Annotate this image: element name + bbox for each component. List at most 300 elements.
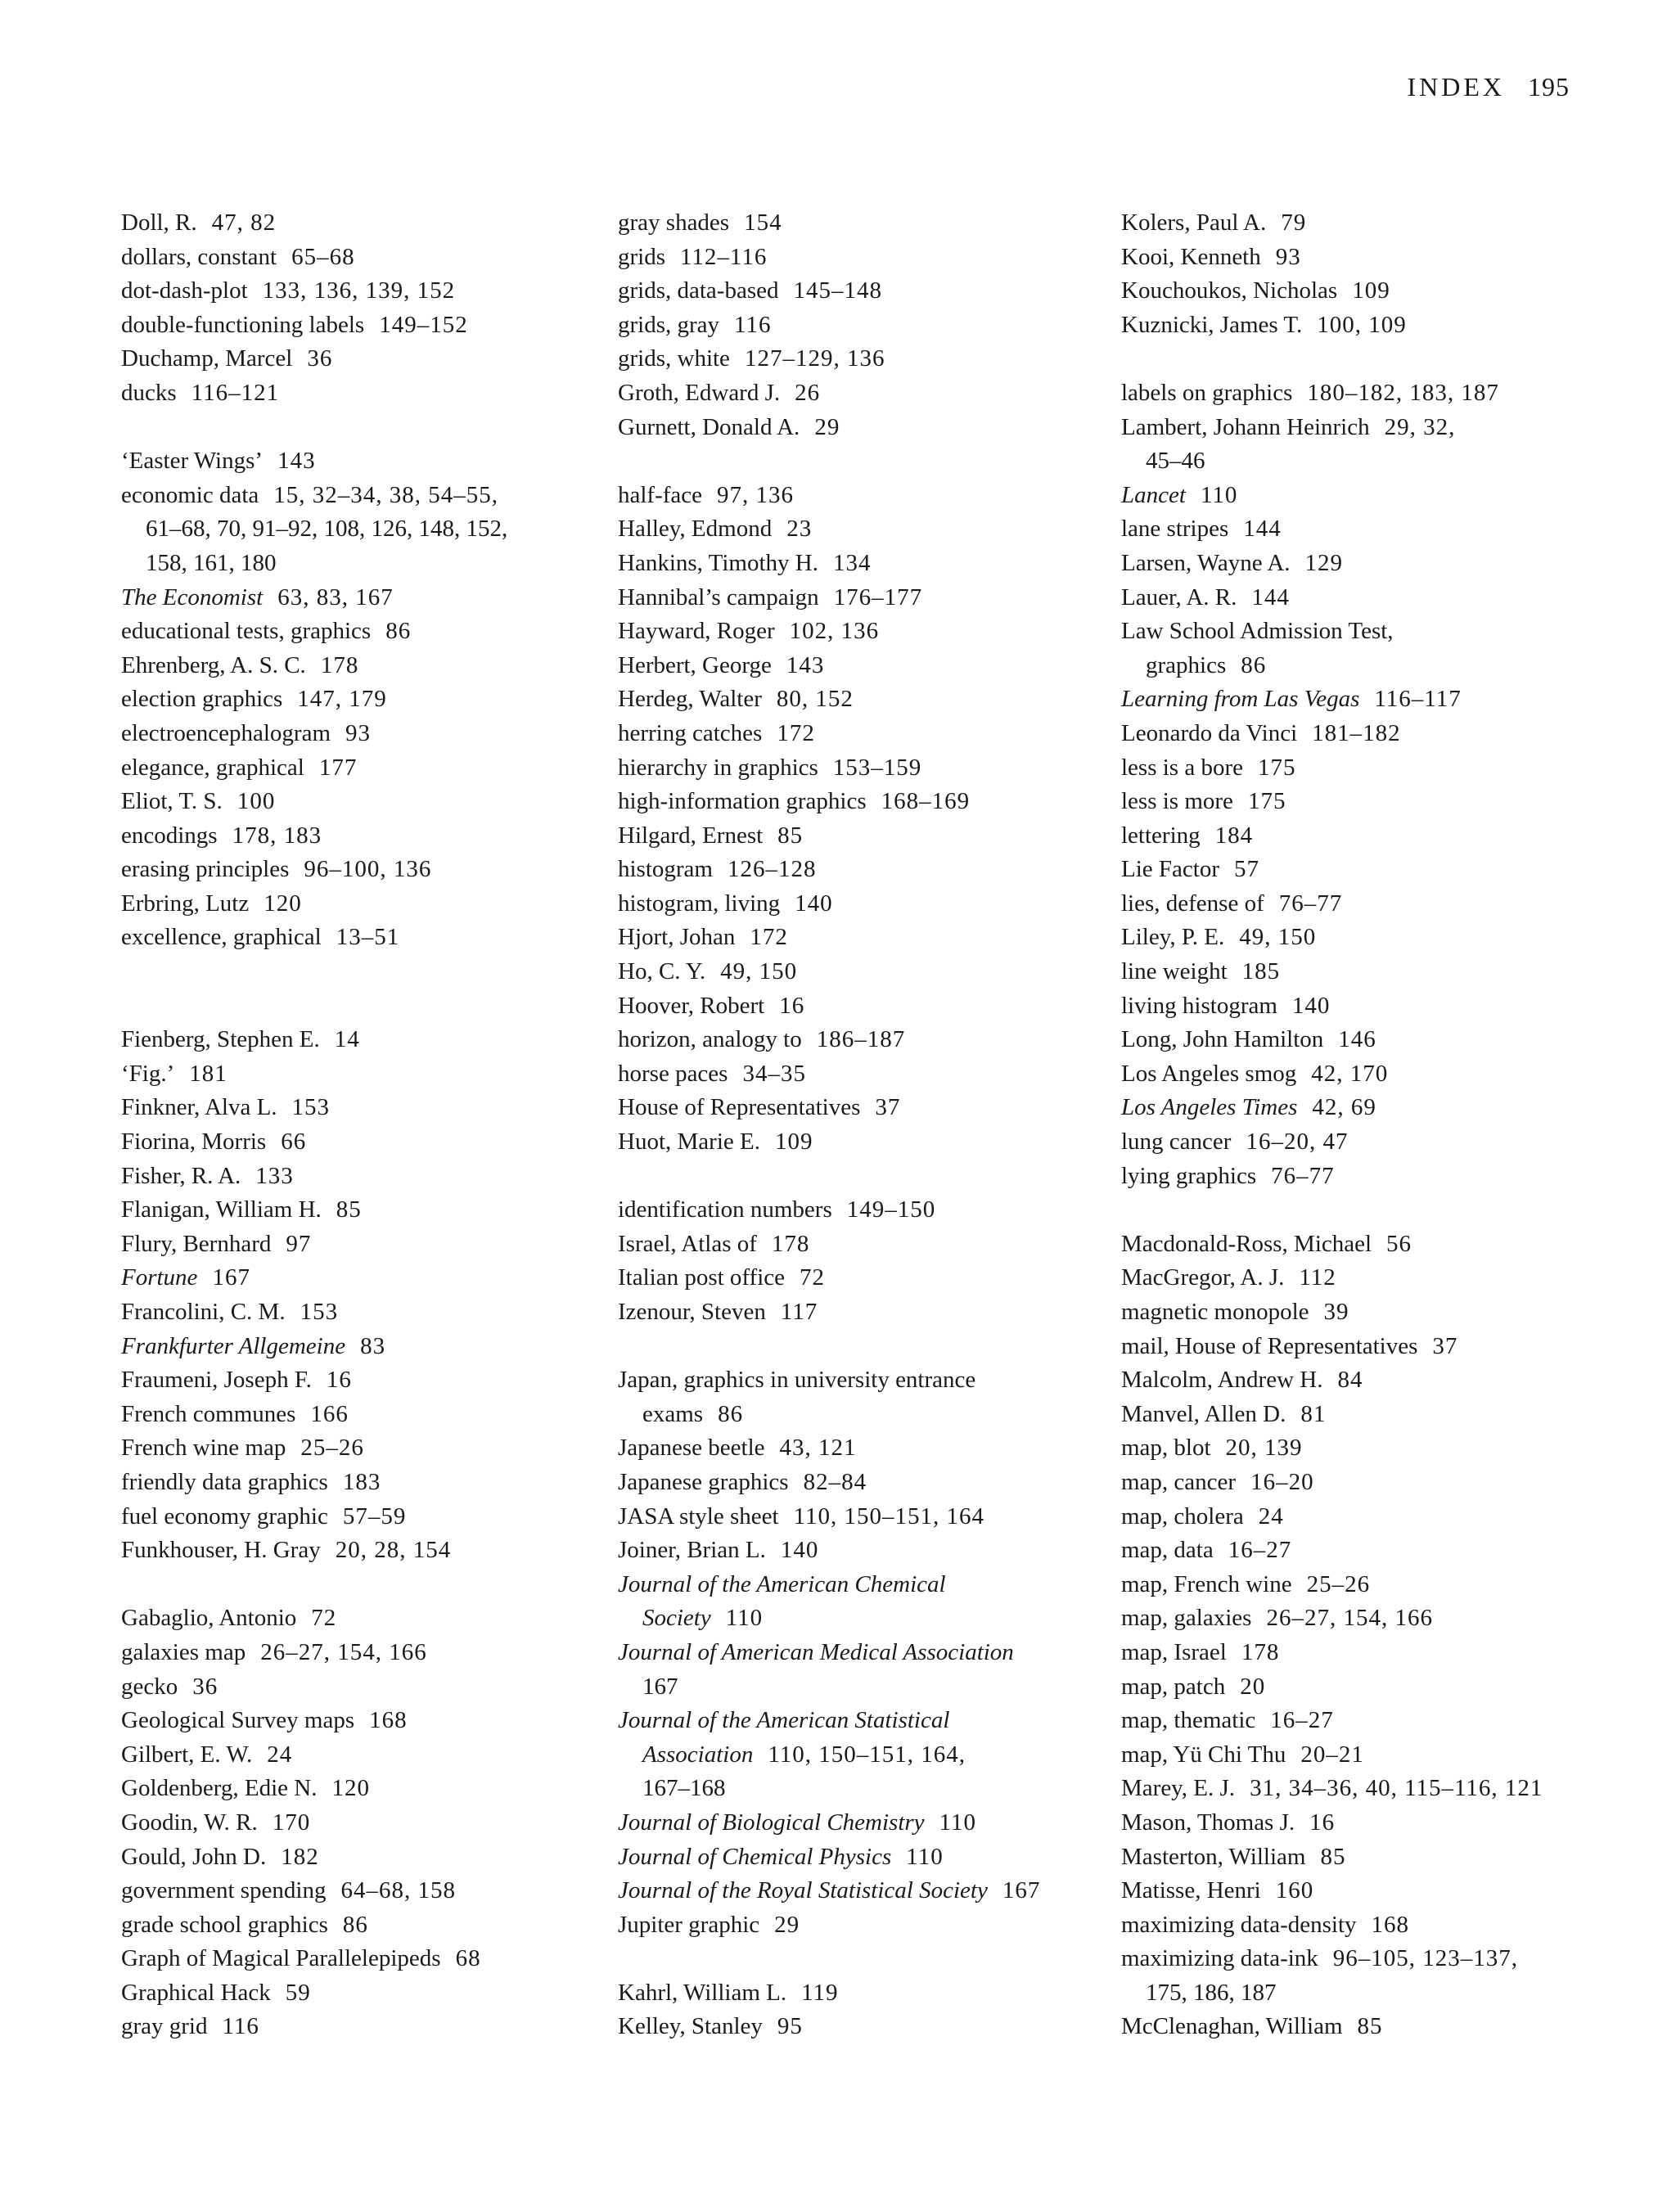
entry-term: electroencephalogram [121,719,331,746]
entry-term: Kooi, Kenneth [1121,243,1261,270]
entry-term: Graphical Hack [121,1979,271,2006]
entry-term: lettering [1121,822,1201,849]
index-entry [121,1431,612,1466]
entry-term: Liley, P. E. [1121,924,1225,951]
entry-pages: 177 [318,754,358,781]
index-entry [1121,1228,1645,1262]
index-entry [1121,512,1645,547]
index-entry [1121,683,1645,717]
index-entry [1121,1772,1645,1806]
entry-term: lane stripes [1121,516,1229,543]
index-entry [1121,1398,1645,1432]
entry-term: half-face [618,481,703,508]
index-entry [618,1840,1109,1875]
entry-pages: 170 [272,1809,311,1836]
entry-term: map, cancer [1121,1468,1237,1495]
entry-term: Eliot, T. S. [121,788,223,815]
index-entry [618,479,1109,513]
index-entry [121,819,612,854]
entry-pages: 116 [222,2013,259,2040]
entry-term: map, galaxies [1121,1605,1252,1632]
entry-term: Journal of Biological Chemistry [618,1809,925,1836]
entry-term: Journal of American Medical Association [618,1638,1014,1665]
entry-term: fuel economy graphic [121,1502,328,1529]
entry-term: educational tests, graphics [121,618,372,645]
entry-term: Francolini, C. M. [121,1299,286,1325]
entry-term: government spending [121,1877,327,1904]
index-entry [1121,1330,1645,1364]
index-entry [618,309,1109,343]
entry-term: galaxies map [121,1638,246,1665]
entry-term: Fisher, R. A. [121,1162,241,1189]
entry-term: labels on graphics [1121,379,1293,406]
index-entry [1121,1057,1645,1092]
entry-term: Masterton, William [1121,1843,1306,1870]
index-entry [1121,411,1645,445]
entry-pages: 37 [875,1094,901,1121]
entry-term: Graph of Magical Parallelepipeds [121,1945,441,1972]
entry-pages: 126–128 [728,856,817,883]
page-number: 195 [1528,72,1570,101]
entry-pages: 72 [800,1264,826,1291]
entry-pages: 65–68 [291,243,355,270]
index-column-1 [121,206,612,2044]
index-entry [618,1568,1109,1602]
index-entry [121,717,612,751]
index-entry [1121,206,1645,241]
entry-pages: 14 [334,1026,360,1053]
index-entry [121,2010,612,2044]
index-entry [1121,1568,1645,1602]
index-entry-continuation [1121,649,1645,683]
entry-pages: 29, 32, [1384,413,1456,440]
index-entry-continuation [618,1772,1109,1806]
index-entry [1121,819,1645,854]
entry-term: Journal of the American Statistical [618,1707,950,1734]
index-entry [121,479,612,513]
entry-term: Herdeg, Walter [618,686,762,713]
entry-pages: 15, 32–34, 38, 54–55, [273,481,499,508]
entry-term: Fienberg, Stephen E. [121,1026,320,1053]
entry-pages: 186–187 [816,1026,906,1053]
index-entry [618,1295,1109,1330]
entry-pages: 34–35 [742,1060,806,1087]
index-entry [1121,887,1645,921]
entry-pages: 29 [814,413,840,440]
entry-term: 45–46 [1146,448,1205,475]
entry-pages: 24 [1258,1502,1284,1529]
section-gap [121,411,612,445]
entry-term: map, French wine [1121,1570,1292,1597]
index-entry [121,853,612,887]
entry-pages: 36 [307,345,333,372]
entry-term: Marey, E. J. [1121,1775,1236,1802]
entry-term: lies, defense of [1121,890,1264,917]
entry-term: Lauer, A. R. [1121,583,1237,610]
entry-term: Society [642,1605,711,1632]
index-entry [618,411,1109,445]
index-entry [121,1500,612,1534]
entry-pages: 85 [336,1196,362,1223]
entry-term: grids [618,243,665,270]
section-gap [618,1330,1109,1364]
index-entry [121,1228,612,1262]
index-entry [618,717,1109,751]
entry-term: histogram [618,856,713,883]
section-gap [1121,1193,1645,1228]
entry-term: mail, House of Representatives [1121,1332,1418,1359]
index-entry [1121,479,1645,513]
index-entry [618,1534,1109,1568]
entry-pages: 175 [1247,788,1286,815]
entry-pages: 119 [801,1979,839,2006]
entry-term: grids, data-based [618,277,779,304]
entry-term: 158, 161, 180 [146,549,277,576]
entry-pages: 63, 83, 167 [277,583,394,610]
index-entry [618,615,1109,649]
index-entry-continuation [618,1670,1109,1705]
entry-term: 175, 186, 187 [1146,1979,1277,2006]
entry-pages: 172 [750,924,788,951]
index-entry [618,785,1109,819]
index-entry [121,444,612,479]
index-entry [1121,1160,1645,1194]
index-entry [618,2010,1109,2044]
entry-term: Groth, Edward J. [618,379,781,406]
entry-term: map, data [1121,1537,1214,1564]
entry-pages: 168 [369,1707,408,1734]
entry-term: map, thematic [1121,1707,1256,1734]
entry-pages: 144 [1251,583,1290,610]
index-entry [1121,1091,1645,1125]
entry-pages: 86 [342,1911,368,1938]
index-entry [121,1670,612,1705]
index-entry [121,1125,612,1160]
entry-term: Ho, C. Y. [618,958,706,985]
entry-pages: 178, 183 [232,822,322,849]
index-entry [1121,2010,1645,2044]
entry-pages: 96–105, 123–137, [1332,1945,1519,1972]
index-entry [1121,921,1645,955]
index-entry-continuation [618,1398,1109,1432]
entry-term: maximizing data-density [1121,1911,1357,1938]
index-entry-continuation [121,547,612,581]
entry-term: Fortune [121,1264,198,1291]
entry-term: map, cholera [1121,1502,1244,1529]
index-entry [121,309,612,343]
entry-term: Japan, graphics in university entrance [618,1367,976,1394]
entry-term: Matisse, Henri [1121,1877,1261,1904]
entry-pages: 76–77 [1278,890,1343,917]
entry-term: map, blot [1121,1435,1211,1462]
section-gap [1121,342,1645,376]
index-column-2 [618,206,1109,2044]
entry-pages: 146 [1338,1026,1376,1053]
entry-pages: 47, 82 [211,209,277,236]
index-entry [121,581,612,615]
entry-pages: 16 [1309,1809,1336,1836]
entry-pages: 180–182, 183, 187 [1307,379,1499,406]
entry-term: dot-dash-plot [121,277,248,304]
entry-pages: 36 [192,1673,219,1700]
index-entry [618,274,1109,309]
entry-term: Hilgard, Ernest [618,822,764,849]
entry-pages: 49, 150 [1239,924,1317,951]
entry-pages: 16–27 [1228,1537,1292,1564]
entry-pages: 149–152 [379,311,468,338]
entry-term: Fraumeni, Joseph F. [121,1367,312,1394]
entry-pages: 86 [718,1400,744,1427]
entry-pages: 29 [774,1911,800,1938]
entry-term: graphics [1146,651,1227,678]
entry-term: living histogram [1121,992,1277,1019]
entry-pages: 79 [1281,209,1307,236]
entry-pages: 153 [291,1094,331,1121]
entry-term: grade school graphics [121,1911,328,1938]
entry-pages: 140 [1291,992,1331,1019]
index-entry [121,1942,612,1976]
entry-pages: 147, 179 [297,686,387,713]
entry-term: Geological Survey maps [121,1707,355,1734]
index-entry [618,751,1109,786]
entry-term: Duchamp, Marcel [121,345,293,372]
entry-term: ‘Easter Wings’ [121,448,264,475]
entry-pages: 149–150 [846,1196,936,1223]
entry-pages: 116 [734,311,772,338]
index-entry [121,1534,612,1568]
index-entry [618,1636,1109,1670]
index-entry [618,1363,1109,1398]
entry-pages: 117 [780,1299,818,1325]
entry-term: Hankins, Timothy H. [618,549,818,576]
entry-term: high-information graphics [618,788,867,815]
entry-term: less is more [1121,788,1233,815]
entry-term: Erbring, Lutz [121,890,250,917]
entry-term: Flanigan, William H. [121,1196,322,1223]
entry-pages: 26 [795,379,821,406]
entry-pages: 127–129, 136 [744,345,885,372]
entry-pages: 172 [777,719,815,746]
index-entry [121,1772,612,1806]
index-entry [1121,1295,1645,1330]
entry-term: JASA style sheet [618,1502,779,1529]
index-entry [121,1330,612,1364]
index-entry [121,1398,612,1432]
entry-pages: 25–26 [300,1435,364,1462]
index-entry [121,342,612,376]
entry-pages: 25–26 [1306,1570,1371,1597]
index-entry [1121,615,1645,649]
index-entry [1121,547,1645,581]
entry-term: French communes [121,1400,296,1427]
entry-pages: 86 [385,618,412,645]
entry-term: Larsen, Wayne A. [1121,549,1291,576]
index-entry [1121,1363,1645,1398]
entry-term: gray shades [618,209,730,236]
entry-pages: 86 [1241,651,1267,678]
entry-term: map, Yü Chi Thu [1121,1741,1286,1768]
entry-pages: 20, 139 [1225,1435,1303,1462]
entry-pages: 23 [786,516,813,543]
index-entry [618,342,1109,376]
entry-pages: 68 [455,1945,481,1972]
entry-pages: 80, 152 [776,686,854,713]
entry-pages: 178 [1241,1638,1280,1665]
section-title: INDEX [1407,72,1505,101]
entry-term: Japanese beetle [618,1435,765,1462]
index-entry [121,274,612,309]
index-entry [1121,1261,1645,1295]
index-entry [1121,309,1645,343]
entry-term: Israel, Atlas of [618,1230,757,1257]
entry-term: herring catches [618,719,763,746]
entry-term: lung cancer [1121,1129,1232,1156]
entry-pages: 16 [779,992,805,1019]
entry-term: Journal of the Royal Statistical Society [618,1877,988,1904]
entry-pages: 181–182 [1312,719,1401,746]
index-entry [1121,1602,1645,1636]
entry-term: exams [642,1400,704,1427]
entry-term: ducks [121,379,177,406]
entry-term: Los Angeles Times [1121,1094,1298,1121]
entry-pages: 16–20 [1250,1468,1314,1495]
entry-pages: 26–27, 154, 166 [1266,1605,1433,1632]
entry-term: Leonardo da Vinci [1121,719,1298,746]
entry-pages: 116–117 [1374,686,1462,713]
entry-pages: 16–27 [1270,1707,1334,1734]
entry-pages: 133, 136, 139, 152 [262,277,456,304]
index-entry [121,785,612,819]
entry-term: Los Angeles smog [1121,1060,1297,1087]
entry-term: horizon, analogy to [618,1026,802,1053]
entry-term: Gurnett, Donald A. [618,413,800,440]
index-entry [121,1840,612,1875]
index-entry [618,1976,1109,2011]
entry-pages: 100, 109 [1317,311,1407,338]
entry-pages: 110 [1200,481,1238,508]
entry-pages: 64–68, 158 [340,1877,456,1904]
entry-term: Izenour, Steven [618,1299,766,1325]
entry-pages: 43, 121 [779,1435,857,1462]
entry-term: Journal of Chemical Physics [618,1843,892,1870]
entry-pages: 181 [189,1060,228,1087]
entry-pages: 59 [285,1979,311,2006]
entry-pages: 160 [1275,1877,1314,1904]
entry-term: encodings [121,822,218,849]
index-entry [618,819,1109,854]
entry-pages: 20–21 [1300,1741,1364,1768]
index-entry [1121,1908,1645,1943]
index-entry [618,1704,1109,1738]
index-entry [121,1261,612,1295]
entry-pages: 120 [264,890,302,917]
entry-pages: 182 [281,1843,319,1870]
entry-pages: 112–116 [680,243,768,270]
entry-term: economic data [121,481,259,508]
entry-pages: 166 [310,1400,349,1427]
entry-term: French wine map [121,1435,286,1462]
index-entry [1121,1431,1645,1466]
entry-term: elegance, graphical [121,754,304,781]
entry-pages: 167 [1002,1877,1041,1904]
entry-term: ‘Fig.’ [121,1060,175,1087]
entry-pages: 26–27, 154, 166 [260,1638,427,1665]
index-entry-continuation [1121,444,1645,479]
index-entry [618,1228,1109,1262]
entry-term: dollars, constant [121,243,277,270]
index-entry [121,1057,612,1092]
entry-term: Flury, Bernhard [121,1230,272,1257]
index-entry [1121,1942,1645,1976]
index-entry [1121,1125,1645,1160]
index-entry [1121,989,1645,1024]
entry-term: Herbert, George [618,651,772,678]
entry-pages: 82–84 [803,1468,867,1495]
entry-pages: 93 [345,719,372,746]
entry-term: identification numbers [618,1196,832,1223]
entry-pages: 72 [311,1605,337,1632]
index-entry [1121,853,1645,887]
entry-pages: 129 [1304,549,1344,576]
index-entry [1121,1840,1645,1875]
entry-pages: 49, 150 [720,958,798,985]
entry-pages: 184 [1214,822,1254,849]
entry-term: Ehrenberg, A. S. C. [121,651,306,678]
index-entry [121,683,612,717]
entry-term: Japanese graphics [618,1468,789,1495]
entry-pages: 176–177 [833,583,923,610]
index-entry [618,512,1109,547]
index-entry [1121,581,1645,615]
entry-pages: 110 [939,1809,976,1836]
index-entry [1121,1874,1645,1908]
index-entry [121,751,612,786]
index-entry [618,581,1109,615]
index-entry [1121,274,1645,309]
entry-term: maximizing data-ink [1121,1945,1318,1972]
entry-pages: 145–148 [793,277,882,304]
entry-pages: 84 [1337,1367,1363,1394]
entry-term: magnetic monopole [1121,1299,1309,1325]
entry-pages: 109 [774,1129,813,1156]
entry-term: excellence, graphical [121,924,322,951]
entry-pages: 39 [1323,1299,1349,1325]
index-entry [121,1874,612,1908]
entry-pages: 42, 69 [1312,1094,1376,1121]
entry-term: Kelley, Stanley [618,2013,763,2040]
entry-term: Lambert, Johann Heinrich [1121,413,1370,440]
index-entry [618,853,1109,887]
entry-pages: 168 [1371,1911,1410,1938]
entry-term: Italian post office [618,1264,786,1291]
entry-term: Halley, Edmond [618,516,773,543]
entry-pages: 110, 150–151, 164 [793,1502,984,1529]
entry-term: Association [642,1741,754,1768]
index-entry [1121,1534,1645,1568]
entry-term: House of Representatives [618,1094,861,1121]
index-entry [121,1738,612,1773]
entry-term: friendly data graphics [121,1468,328,1495]
index-entry [1121,785,1645,819]
entry-term: Jupiter graphic [618,1911,760,1938]
entry-term: Kuznicki, James T. [1121,311,1303,338]
entry-term: gecko [121,1673,178,1700]
entry-pages: 133 [255,1162,294,1189]
entry-term: Gilbert, E. W. [121,1741,253,1768]
index-entry [121,1363,612,1398]
entry-pages: 24 [267,1741,293,1768]
entry-pages: 110, 150–151, 164, [768,1741,966,1768]
